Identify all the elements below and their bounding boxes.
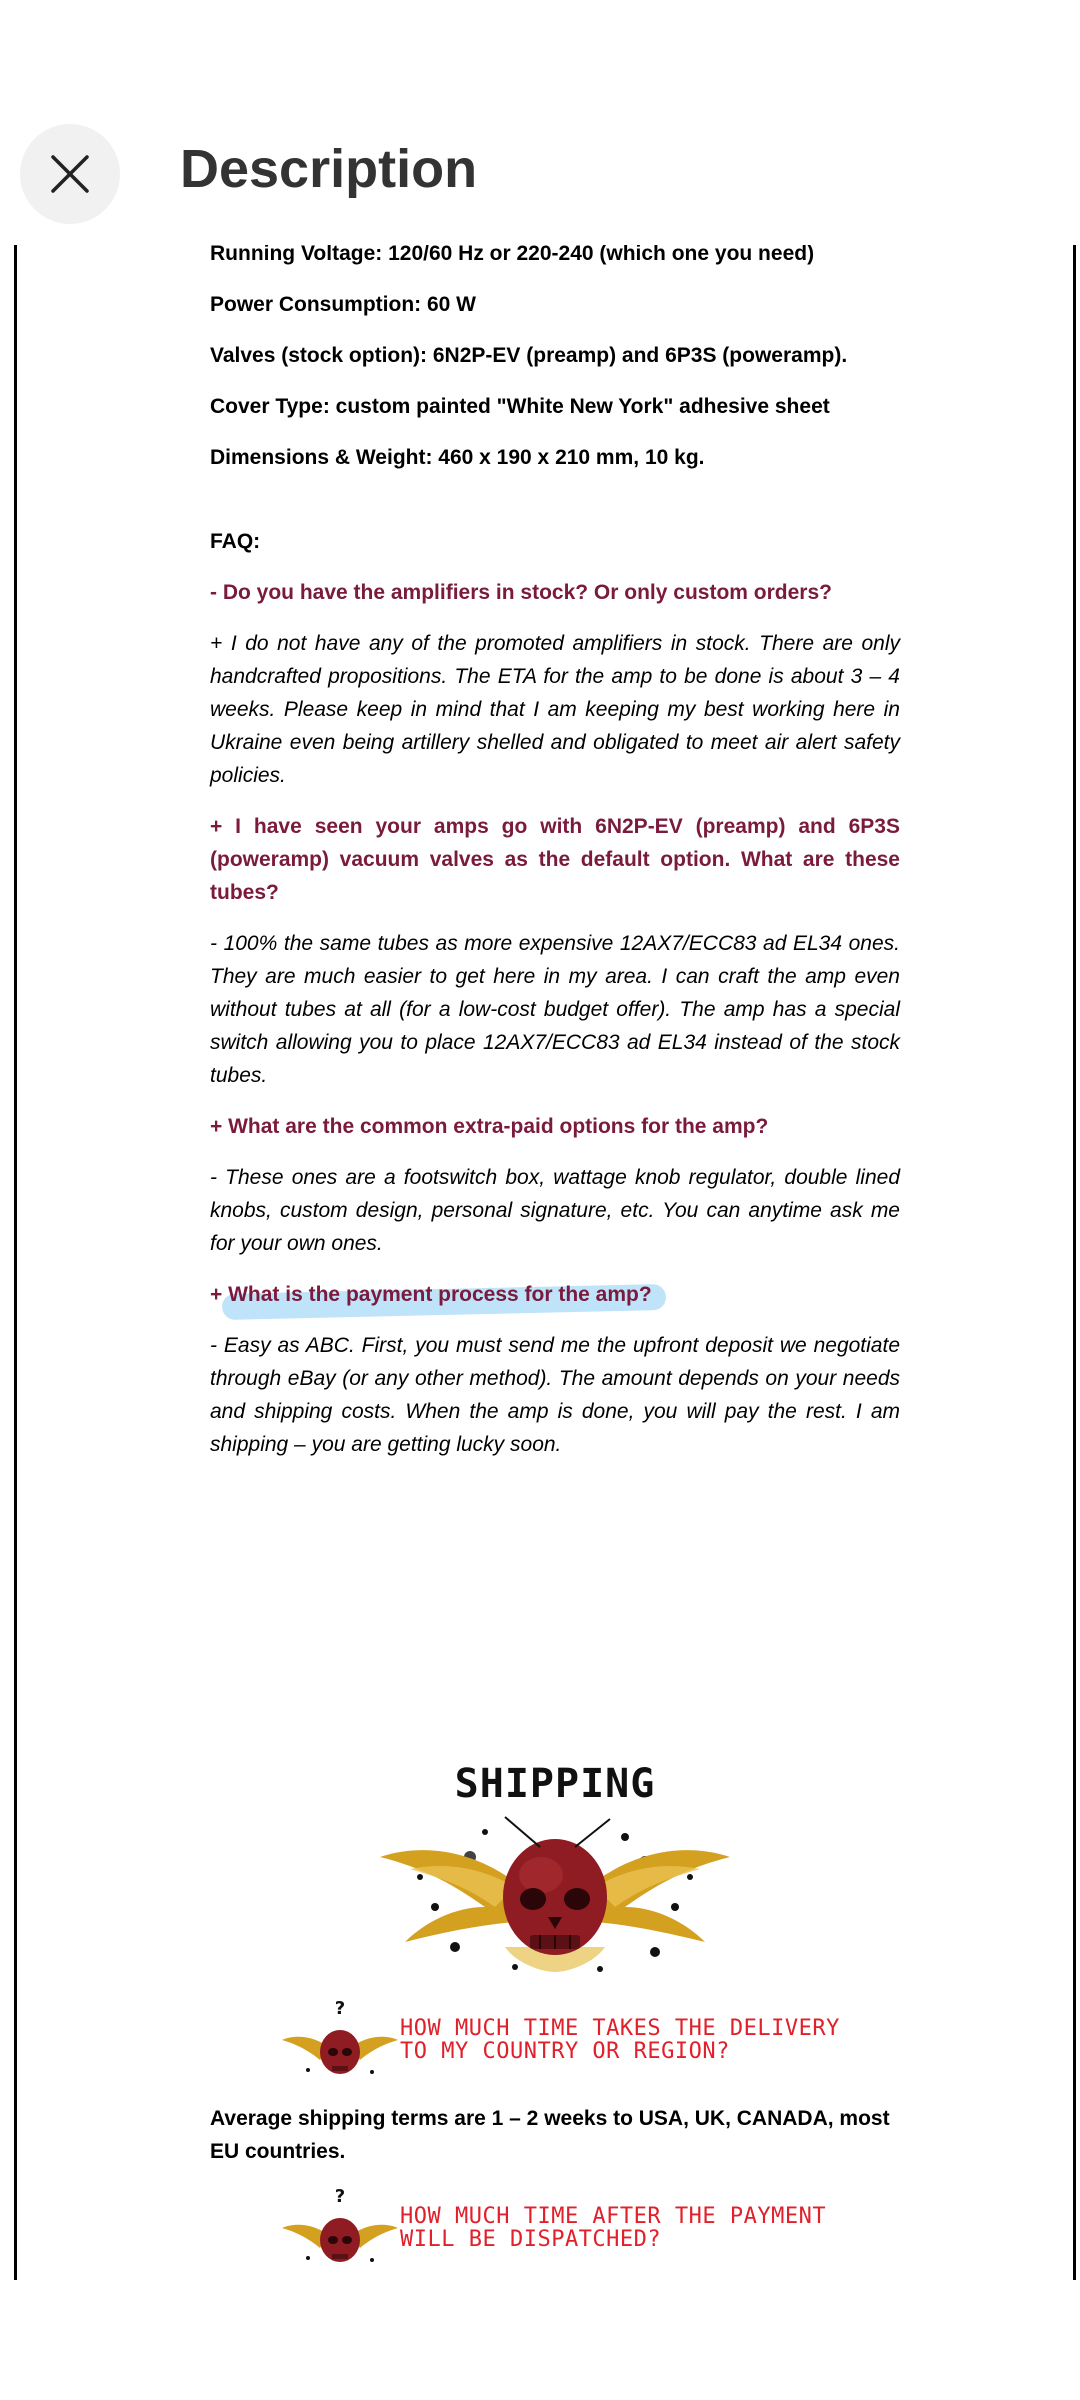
svg-text:?: ?	[334, 1998, 346, 2019]
faq-label: FAQ:	[210, 530, 261, 553]
faq-answer: + I do not have any of the promoted amplifiers in stock. There are only handcrafted propositions. The ETA for the amp to be done is about 3 – 4 weeks. Please keep in mind that I am keeping my best working here in Ukraine even being artillery shelled and obligated to meet air alert safety policies.	[210, 632, 900, 787]
spec-cover-type: Cover Type: custom painted "White New York" adhesive sheet	[210, 395, 830, 418]
shipping-answer: Average shipping terms are 1 – 2 weeks to USA, UK, CANADA, most EU countries.	[210, 2107, 890, 2163]
shipping-banner-title: SHIPPING	[454, 1761, 656, 1807]
close-icon	[48, 152, 92, 196]
faq-question: - Do you have the amplifiers in stock? Or only custom orders?	[210, 581, 832, 604]
shipping-question-line: TO MY COUNTRY OR REGION?	[400, 2039, 730, 2064]
page-title: Description	[180, 139, 478, 199]
faq-question-highlighted	[210, 1278, 900, 1311]
faq-answer: - 100% the same tubes as more expensive 12AX7/ECC83 ad EL34 ones. They are much easier to get here in my area. I can craft the amp even without tubes at all (for a low-cost budget offer). The amp has a special switch allowing you to place 12AX7/ECC83 ad EL34 instead of the stock tubes.	[210, 932, 900, 1087]
faq-question: + What are the common extra-paid options for the amp?	[210, 1115, 769, 1138]
shipping-question-line: HOW MUCH TIME AFTER THE PAYMENT	[400, 2204, 827, 2229]
spec-valves: Valves (stock option): 6N2P-EV (preamp) and 6P3S (poweramp).	[210, 344, 848, 367]
shipping-question-line: HOW MUCH TIME TAKES THE DELIVERY	[400, 2016, 840, 2041]
svg-text:?: ?	[334, 2186, 346, 2207]
winged-skull-graphic	[380, 1817, 730, 1972]
faq-question: + I have seen your amps go with 6N2P-EV (preamp) and 6P3S (poweramp) vacuum valves as the default option. What are these tubes?	[210, 815, 900, 904]
description-content	[210, 245, 900, 2270]
skull-question-icon	[280, 1998, 400, 2082]
spec-running-voltage: Running Voltage: 120/60 Hz or 220-240 (which one you need)	[210, 245, 815, 265]
text-highlight: What is the payment process for the amp?	[228, 1283, 652, 1306]
spec-power-consumption: Power Consumption: 60 W	[210, 293, 477, 316]
faq-answer: - Easy as ABC. First, you must send me the upfront deposit we negotiate through eBay (or any other method). The amount depends on your needs and shipping costs. When the amp is done, you will pay the rest. I am shipping – you are getting lucky soon.	[210, 1334, 900, 1456]
skull-question-icon	[280, 2186, 400, 2270]
close-button[interactable]	[20, 124, 120, 224]
description-frame[interactable]	[14, 245, 1076, 2280]
spec-dimensions-weight: Dimensions & Weight: 460 x 190 x 210 mm, 10 kg.	[210, 446, 705, 469]
faq-answer: - These ones are a footswitch box, wattage knob regulator, double lined knobs, custom design, personal signature, etc. You can anytime ask me for your own ones.	[210, 1166, 900, 1255]
shipping-question-line: WILL BE DISPATCHED?	[400, 2227, 662, 2252]
shipping-banner-image	[365, 1757, 745, 1982]
faq-question-prefix: +	[210, 1283, 229, 1306]
top-bar	[0, 0, 1080, 245]
shipping-question-dispatch-time	[280, 2186, 900, 2270]
shipping-question-delivery-time	[280, 1998, 900, 2082]
